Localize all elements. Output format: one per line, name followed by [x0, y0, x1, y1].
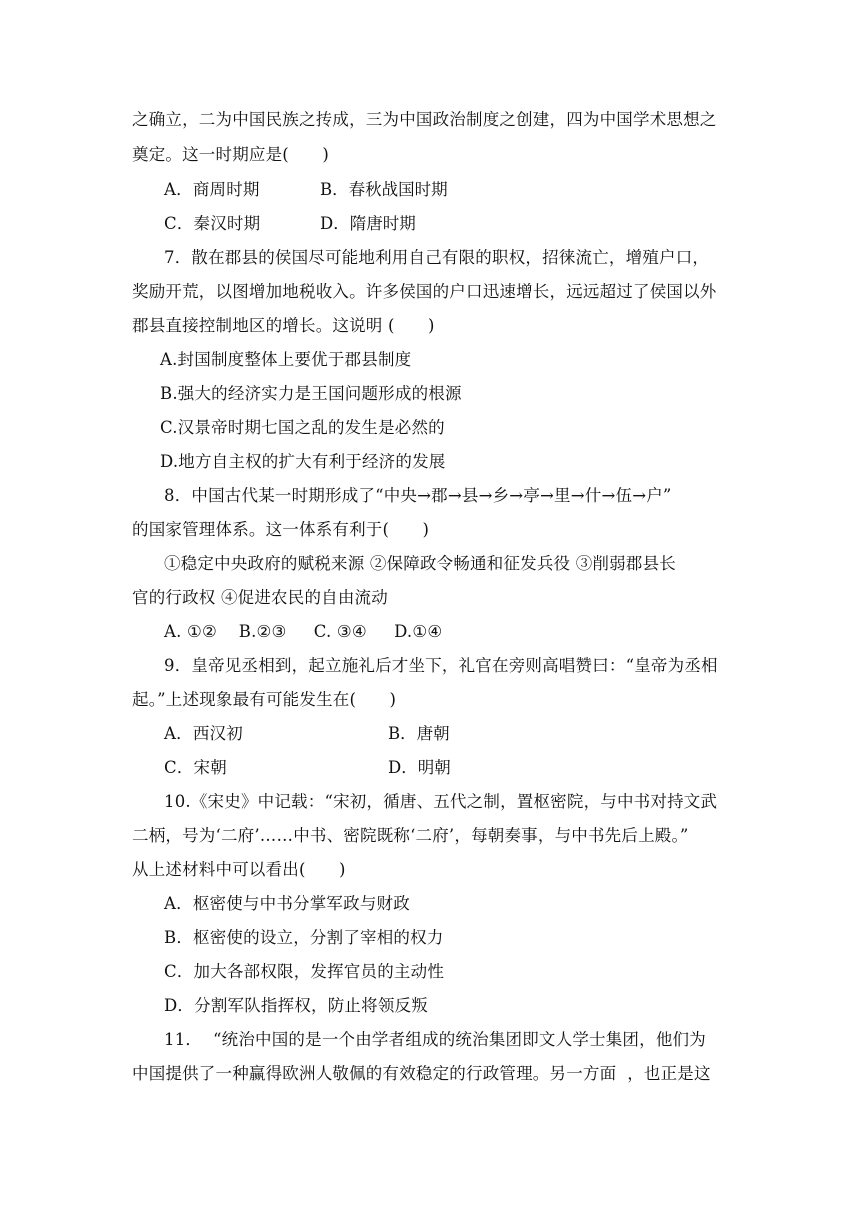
question-11-stem-2: 中国提供了一种赢得欧洲人敬佩的有效稳定的行政管理。另一方面 ，也正是这 [132, 1064, 711, 1083]
question-9-stem-2: 起。”上述现象最有可能发生在( ) [132, 690, 397, 709]
option-q9-d: D．明朝 [388, 758, 451, 777]
option-q10-d: D．分割军队指挥权，防止将领反叛 [164, 996, 428, 1015]
option-q8-row: A. ①② B.②③ C. ③④ D.①④ [164, 622, 443, 641]
question-7-stem-2: 奖励开荒，以图增加地税收入。许多侯国的户口迅速增长，远远超过了侯国以外 [132, 282, 717, 301]
option-q10-a: A．枢密使与中书分掌军政与财政 [164, 894, 410, 913]
question-10-stem-2: 二柄，号为‘二府’……中书、密院既称‘二府’，每朝奏事，与中书先后上殿。” [132, 826, 689, 845]
option-q7-a: A.封国制度整体上要优于郡县制度 [160, 350, 412, 369]
question-9-stem-1: 9．皇帝见丞相到，起立施礼后才坐下，礼官在旁则高唱赞曰：“皇帝为丞相 [164, 656, 718, 675]
question-7-stem-1: 7．散在郡县的侯国尽可能地利用自己有限的职权，招徕流亡，增殖户口， [164, 248, 710, 267]
question-11-stem-1: 11． “统治中国的是一个由学者组成的统治集团即文人学士集团，他们为 [164, 1030, 706, 1049]
option-q7-d: D.地方自主权的扩大有利于经济的发展 [160, 452, 446, 471]
question-8-stem-2: 的国家管理体系。这一体系有利于( ) [132, 520, 430, 539]
question-10-stem-1: 10.《宋史》中记载：“宋初，循唐、五代之制，置枢密院，与中书对持文武 [164, 792, 718, 811]
question-7-stem-3: 郡县直接控制地区的增长。这说明 ( ) [132, 316, 435, 335]
option-q9-b: B．唐朝 [388, 724, 450, 743]
question-8-items-2: 官的行政权 ④促进农民的自由流动 [132, 588, 388, 607]
option-q6-d: D．隋唐时期 [320, 214, 416, 233]
text-line-q6-2: 奠定。这一时期应是( ) [132, 145, 329, 164]
text-line-q6-1: 之确立，二为中国民族之抟成，三为中国政治制度之创建，四为中国学术思想之 [132, 110, 717, 129]
option-q6-b: B．春秋战国时期 [320, 180, 448, 199]
question-8-items-1: ①稳定中央政府的赋税来源 ②保障政令畅通和征发兵役 ③削弱郡县长 [164, 554, 676, 573]
option-q9-a: A．西汉初 [164, 724, 243, 743]
option-q6-c: C．秦汉时期 [164, 214, 261, 233]
option-q7-c: C.汉景帝时期七国之乱的发生是必然的 [160, 418, 445, 437]
option-q10-b: B．枢密使的设立，分割了宰相的权力 [164, 928, 444, 947]
option-q9-c: C．宋朝 [164, 758, 227, 777]
option-q7-b: B.强大的经济实力是王国问题形成的根源 [160, 384, 462, 403]
option-q6-a: A．商周时期 [164, 180, 260, 199]
option-q10-c: C．加大各部权限，发挥官员的主动性 [164, 962, 445, 981]
question-8-stem-1: 8．中国古代某一时期形成了“中央→郡→县→乡→亭→里→什→伍→户” [164, 486, 672, 505]
question-10-stem-3: 从上述材料中可以看出( ) [132, 860, 346, 879]
